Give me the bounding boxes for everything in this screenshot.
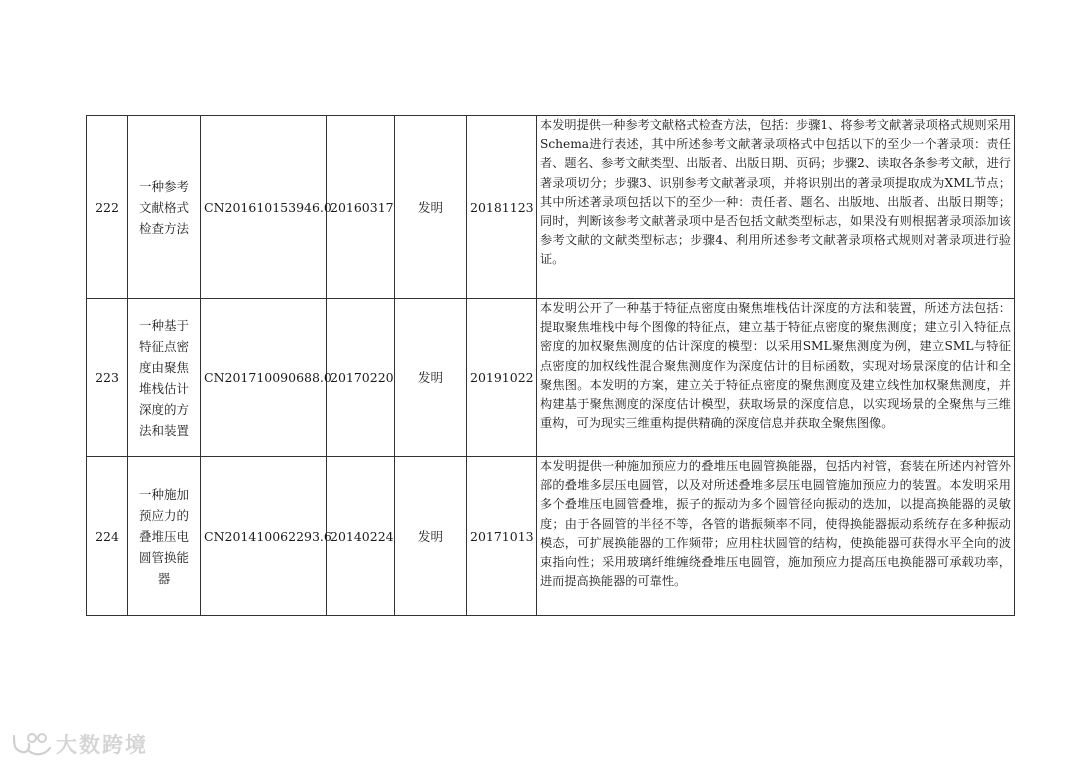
table-row — [87, 299, 1015, 457]
patent-abstract: 本发明提供一种施加预应力的叠堆压电圆管换能器，包括内衬管，套装在所述内衬管外部的叠堆多层压电圆管，以及对所述叠堆多层压电圆管施加预应力的装置。本发明采用多个叠堆压电圆管叠堆，振子的振动为多个圆管径向振动的迭加，以提高换能器的灵敏度；由于各圆管的半径不等，各管的谐振频率不同，使得换能器振动系统存在多种振动模态，可扩展换能器的工作频带；应用柱状圆管的结构，使换能器可获得水平全向的波束指向性；采用玻璃纤维缠绕叠堆压电圆管，施加预应力提高压电换能器可承载功率，进而提高换能器的可靠性。 — [537, 457, 1015, 616]
patent-abstract: 本发明公开了一种基于特征点密度由聚焦堆栈估计深度的方法和装置，所述方法包括：提取聚焦堆栈中每个图像的特征点，建立基于特征点密度的聚焦测度；建立引入特征点密度的加权聚焦测度的估计深度的模型：以采用SML聚焦测度为例，建立SML与特征点密度的加权线性混合聚焦测度作为深度估计的目标函数，实现对场景深度的估计和全聚焦图。本发明的方案，建立关于特征点密度的聚焦测度及建立线性加权聚焦测度，并构建基于聚焦测度的深度估计模型，获取场景的深度信息，以实现场景的全聚焦与三维重构，可为现实三维重构提供精确的深度信息并获取全聚焦图像。 — [537, 299, 1015, 457]
patent-type: 发明 — [395, 299, 467, 457]
row-number: 223 — [87, 299, 128, 457]
patent-type: 发明 — [395, 116, 467, 299]
grant-date: 20191022 — [467, 299, 537, 457]
brand-logo-icon — [10, 730, 54, 758]
table-row — [87, 457, 1015, 616]
application-number: CN201710090688.0 — [201, 299, 327, 457]
application-date: 20160317 — [327, 116, 395, 299]
watermark — [10, 728, 148, 760]
row-number: 222 — [87, 116, 128, 299]
grant-date: 20171013 — [467, 457, 537, 616]
application-date: 20140224 — [327, 457, 395, 616]
patent-table — [86, 115, 1015, 616]
application-number: CN201410062293.6 — [201, 457, 327, 616]
patent-name: 一种施加预应力的叠堆压电圆管换能器 — [128, 457, 201, 616]
patent-type: 发明 — [395, 457, 467, 616]
application-date: 20170220 — [327, 299, 395, 457]
patent-name: 一种基于特征点密度由聚焦堆栈估计深度的方法和装置 — [128, 299, 201, 457]
grant-date: 20181123 — [467, 116, 537, 299]
row-number: 224 — [87, 457, 128, 616]
patent-name: 一种参考文献格式检查方法 — [128, 116, 201, 299]
application-number: CN201610153946.0 — [201, 116, 327, 299]
patent-abstract: 本发明提供一种参考文献格式检查方法，包括：步骤1、将参考文献著录项格式规则采用Schema进行表述，其中所述参考文献著录项格式中包括以下的至少一个著录项：责任者、题名、参考文献类型、出版者、出版日期、页码；步骤2、读取各条参考文献，进行著录项切分；步骤3、识别参考文献著录项，并将识别出的著录项提取成为XML节点；其中所述著录项包括以下的至少一种：责任者、题名、出版地、出版者、出版日期等；同时，判断该参考文献著录项中是否包括文献类型标志，如果没有则根据著录项添加该参考文献的文献类型标志；步骤4、利用所述参考文献著录项格式规则对著录项进行验证。 — [537, 116, 1015, 299]
watermark-text: 大数跨境 — [56, 733, 148, 757]
table-row — [87, 116, 1015, 299]
